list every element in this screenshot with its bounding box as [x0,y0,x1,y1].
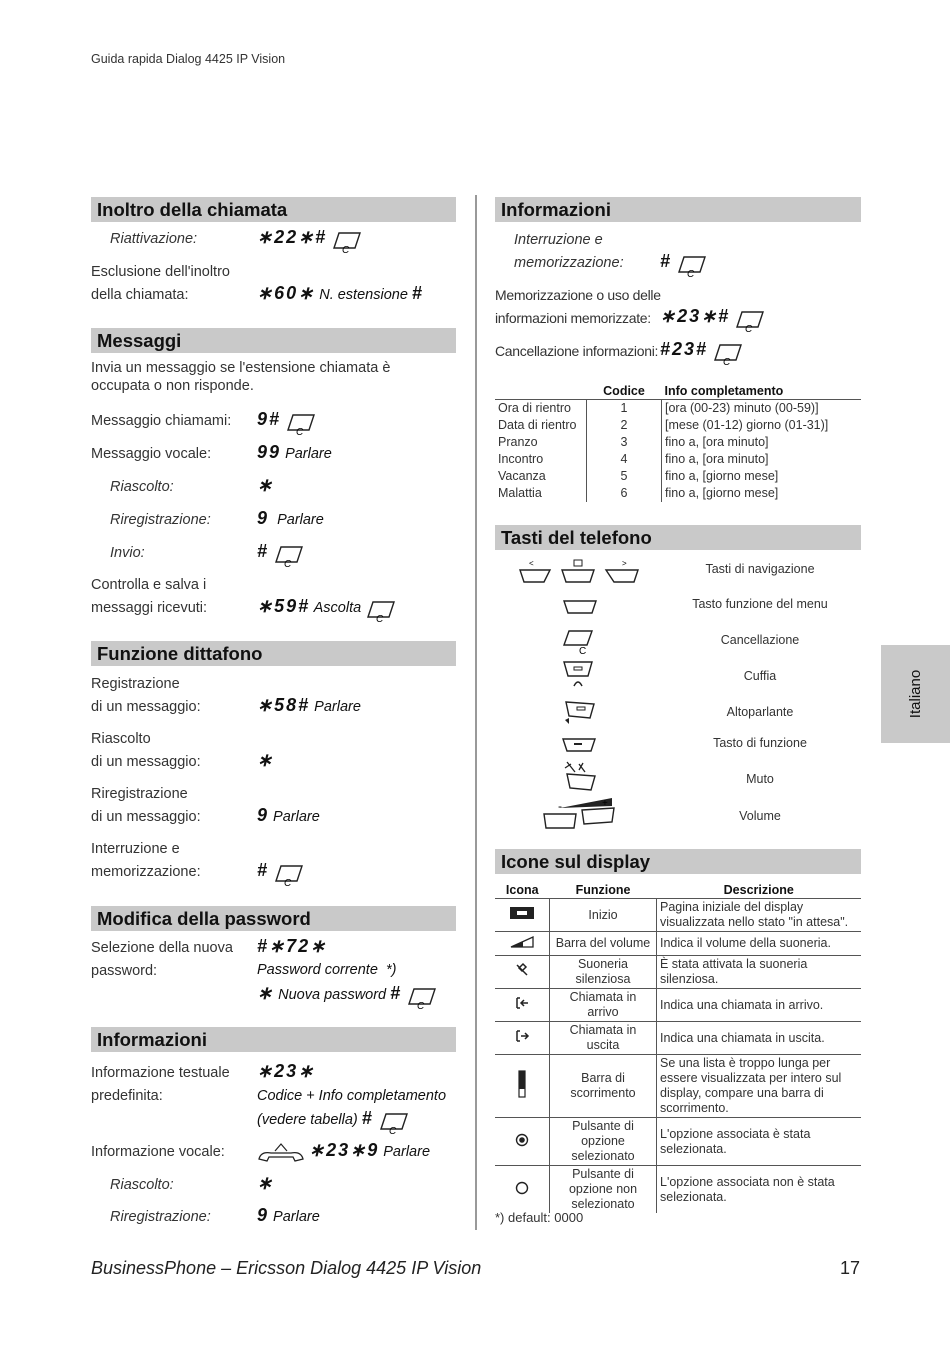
label-interruzione-2: memorizzazione: [91,864,201,880]
label-testuale-2: predefinita: [91,1088,163,1104]
side-tab-label: Italiano [907,669,924,719]
table-cell: Ora di rientro [495,400,587,418]
c-key-icon [285,410,315,437]
code-password: #∗72∗ [257,936,328,956]
table-row [495,989,861,1022]
footnote: *) default: 0000 [495,1210,584,1225]
code-cancellazione: #23# C [660,338,742,363]
table-cell: fino a, [ora minuto] [665,435,769,449]
code-vedere-tabella: (vedere tabella) # C [257,1107,408,1132]
code-interruzione: # C [257,859,303,884]
table-row [495,1022,861,1055]
label-memorizzazione-2: informazioni memorizzate: [495,310,651,326]
c-key-label: C [284,878,292,888]
language-side-tab [881,645,950,743]
ringer-off-icon [495,956,550,989]
c-key-label: C [579,646,587,655]
code-riregistrazione-msg: 9 Parlare [257,805,320,825]
outgoing-call-icon [495,1022,550,1055]
table-cell: fino a, [giorno mese] [665,469,779,483]
label-riascolto-msg-1: Riascolto [91,731,151,747]
table-header: Info completamento [662,383,862,400]
table-row [495,956,861,989]
c-key-icon [734,307,764,334]
menu-key-icon [562,598,598,621]
table-cell: Indica una chiamata in arrivo. [657,989,862,1022]
scrollbar-icon [495,1055,550,1118]
section-title-password: Modifica della password [91,906,456,931]
table-cell: Barra di scorrimento [550,1055,657,1118]
table-row [495,1166,861,1214]
table-header: Codice [587,383,662,400]
label-cancellazione: Cancellazione informazioni: [495,343,659,359]
table-cell: È stata attivata la suoneria silenziosa. [657,956,862,989]
c-key-icon [365,597,395,624]
table-row [495,1055,861,1118]
table-cell: fino a, [ora minuto] [665,452,769,466]
label-selezione-2: password: [91,963,158,979]
table-cell: Indica una chiamata in uscita. [657,1022,862,1055]
label-registrazione-1: Registrazione [91,676,180,692]
page-number: 17 [840,1258,861,1278]
section-title-inoltro: Inoltro della chiamata [91,197,456,222]
label-memorizzazione-1: Memorizzazione o uso delle [495,287,661,303]
code-info-riascolto: ∗ [257,1173,275,1193]
label-info-riregistrazione: Riregistrazione: [110,1209,211,1225]
table-row [495,468,861,485]
table-cell: Suoneria silenziosa [550,956,657,989]
code-memorizzazione: ∗23∗# C [660,305,764,330]
code-vocale: 99 Parlare [257,442,332,462]
table-cell: Pulsante di opzione selezionato [550,1118,657,1166]
cancel-key-icon [561,627,595,660]
label-invio: Invio: [110,545,145,561]
table-cell: [mese (01-12) giorno (01-31)] [665,418,829,432]
key-label-volume: Volume [739,809,781,823]
table-header: Icona [495,882,550,899]
code-password-nuova: ∗ Nuova password # C [257,982,436,1007]
code-riascolto: ∗ [257,475,275,495]
c-key-icon [676,252,706,279]
key-label-muto: Muto [746,772,774,786]
c-key-icon [331,228,361,255]
table-cell: Data di rientro [495,417,587,434]
table-row [495,451,861,468]
code-riattivazione: ∗22∗# C [257,226,361,251]
radio-unselected-icon [495,1166,550,1214]
label-interruzione-1: Interruzione e [91,841,180,857]
label-chiamami: Messaggio chiamami: [91,413,232,429]
table-cell: [ora (00-23) minuto (00-59)] [665,401,819,415]
label-riregistrazione: Riregistrazione: [110,512,211,528]
svg-text:-: - [558,799,562,813]
code-r-interruzione: # C [660,250,706,275]
code-chiamami: 9# C [257,408,315,433]
function-key-icon [561,736,597,759]
label-controlla-1: Controlla e salva i [91,577,207,593]
messaggi-desc-2: occupata o non risponde. [91,378,254,394]
key-label-menu: Tasto funzione del menu [692,597,828,611]
label-riregistrazione-msg-2: di un messaggio: [91,809,201,825]
label-controlla-2: messaggi ricevuti: [91,600,208,616]
code-password-corrente: Password corrente *) [257,962,397,978]
handset-icon [257,1141,305,1163]
table-cell: L'opzione associata è stata selezionata. [657,1118,862,1166]
table-row [495,400,861,418]
section-title-dittafono: Funzione dittafono [91,641,456,666]
home-icon [495,899,550,932]
label-testuale-1: Informazione testuale [91,1065,230,1081]
key-label-navigazione: Tasti di navigazione [705,562,815,576]
code-testuale: ∗23∗ [257,1061,316,1081]
key-label-cancellazione: Cancellazione [720,633,800,647]
label-r-interruzione-1: Interruzione e [514,232,603,248]
label-riattivazione: Riattivazione: [110,231,198,247]
section-title-informazioni-right: Informazioni [495,197,861,222]
c-key-label: C [723,357,731,367]
c-key-icon [712,340,742,367]
section-title-icone: Icone sul display [495,849,861,874]
table-row [495,932,861,956]
code-invio: # C [257,540,303,565]
code-info-vocale: ∗23∗9 Parlare [257,1139,430,1164]
table-row [495,1118,861,1166]
table-cell: Pagina iniziale del display visualizzata nello stato "in attesa". [657,899,862,932]
incoming-call-icon [495,989,550,1022]
table-cell: Pulsante di opzione non selezionato [550,1166,657,1214]
c-key-label: C [745,324,753,334]
table-cell: Inizio [550,899,657,932]
label-riregistrazione-msg-1: Riregistrazione [91,786,188,802]
display-icons-table [495,882,861,1213]
c-key-label: C [376,614,384,624]
speaker-key-icon [561,698,597,731]
code-riascolto-msg: ∗ [257,750,275,770]
running-header: Guida rapida Dialog 4425 IP Vision [91,52,286,66]
c-key-label: C [342,245,350,255]
c-key-icon [378,1109,408,1136]
table-header: Funzione [550,882,657,899]
column-divider [475,195,477,1230]
mute-key-icon [561,760,597,797]
table-cell: Indica il volume della suoneria. [657,932,862,956]
c-key-icon [273,861,303,888]
table-cell: 1 [587,400,662,418]
c-key-icon [406,984,436,1011]
table-cell: 2 [587,417,662,434]
page-footer: BusinessPhone – Ericsson Dialog 4425 IP Vision [91,1258,482,1278]
code-esclusione: ∗60∗ N. estensione # [257,283,424,303]
headset-key-icon [561,658,595,695]
code-controlla: ∗59# Ascolta C [257,595,395,620]
svg-text:+: + [602,798,608,809]
table-header [495,383,587,400]
table-header: Descrizione [657,882,862,899]
label-registrazione-2: di un messaggio: [91,699,201,715]
table-cell: Pranzo [495,434,587,451]
c-key-label: C [284,559,292,569]
c-key-label: C [296,427,304,437]
c-key-icon [273,542,303,569]
section-title-informazioni-left: Informazioni [91,1027,456,1052]
table-cell: Se una lista è troppo lunga per essere visualizzata per intero sul display, compare una barra di scorrimento. [657,1055,862,1118]
table-cell: 5 [587,468,662,485]
key-label-funzione: Tasto di funzione [713,736,807,750]
code-codice-info: Codice + Info completamento [257,1088,447,1104]
table-cell: Vacanza [495,468,587,485]
label-r-interruzione-2: memorizzazione: [514,255,624,271]
table-cell: Chiamata in arrivo [550,989,657,1022]
table-cell: 6 [587,485,662,502]
table-cell: Incontro [495,451,587,468]
section-title-tasti: Tasti del telefono [495,525,861,550]
table-row [495,417,861,434]
table-row [495,899,861,932]
code-riregistrazione: 9 Parlare [257,508,324,528]
label-esclusione-1: Esclusione dell'inoltro [91,264,230,280]
svg-text:>: > [622,559,627,568]
info-codes-table [495,383,861,502]
table-cell: Barra del volume [550,932,657,956]
radio-selected-icon [495,1118,550,1166]
table-row [495,485,861,502]
c-key-label: C [417,1001,425,1011]
table-cell: L'opzione associata non è stata selezionata. [660,1174,835,1204]
table-cell: fino a, [giorno mese] [665,486,779,500]
key-label-altoparlante: Altoparlante [726,705,794,719]
table-cell: Malattia [495,485,587,502]
key-label-cuffia: Cuffia [743,669,777,683]
label-vocale: Messaggio vocale: [91,446,212,462]
label-info-vocale: Informazione vocale: [91,1144,225,1160]
code-registrazione: ∗58# Parlare [257,695,361,715]
svg-text:<: < [529,559,534,568]
label-riascolto-msg-2: di un messaggio: [91,754,201,770]
table-cell: 3 [587,434,662,451]
c-key-label: C [388,1126,397,1136]
label-selezione-1: Selezione della nuova [91,940,233,956]
messaggi-desc-1: Invia un messaggio se l'estensione chiamata è [91,360,391,376]
label-riascolto: Riascolto: [110,479,174,495]
code-info-riregistrazione: 9 Parlare [257,1205,320,1225]
section-title-messaggi: Messaggi [91,328,456,353]
table-cell: 4 [587,451,662,468]
label-esclusione-2: della chiamata: [91,287,189,303]
volume-bar-icon [495,932,550,956]
volume-keys-icon [542,796,616,835]
table-cell: Chiamata in uscita [550,1022,657,1055]
c-key-label: C [687,269,695,279]
navigation-keys-icon [518,558,640,589]
label-info-riascolto: Riascolto: [110,1177,174,1193]
table-row [495,434,861,451]
